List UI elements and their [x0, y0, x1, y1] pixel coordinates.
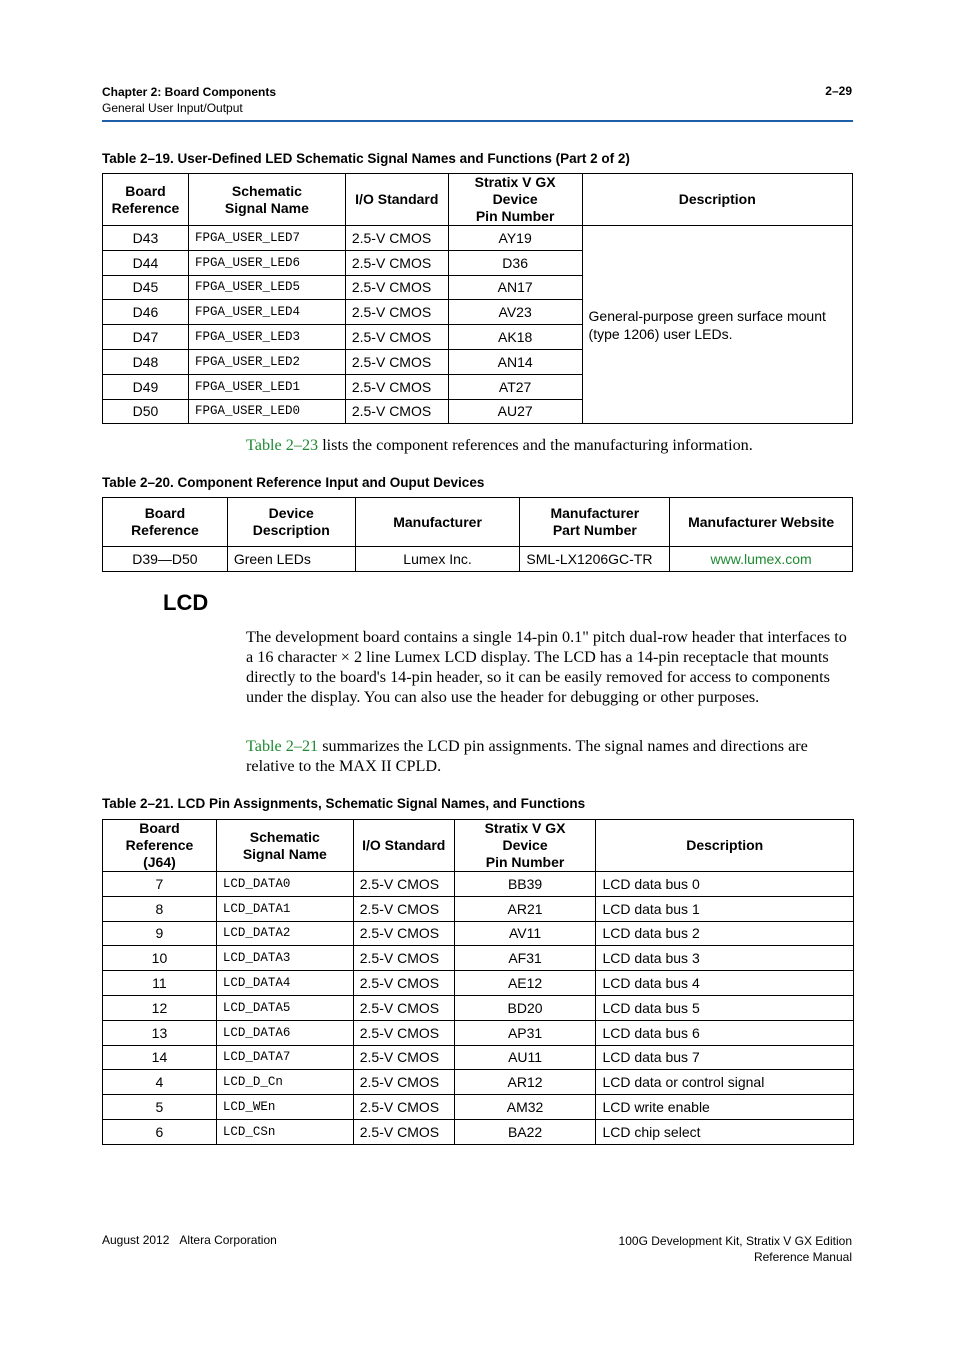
table21-cell: LCD_DATA6 [216, 1020, 353, 1045]
table19-header-text: Pin Number [475, 208, 555, 224]
table21-cell: AV11 [454, 921, 596, 946]
table21-cell: AU11 [454, 1045, 596, 1070]
lcd-paragraph-2 [246, 736, 856, 776]
table20-cell: D39—D50 [103, 547, 228, 572]
section-title: General User Input/Output [102, 101, 243, 115]
table-row [103, 921, 854, 946]
table20-header-text: Description [252, 522, 330, 538]
table-row [103, 896, 854, 921]
table21-cell: 9 [103, 921, 217, 946]
table19-header-cell [448, 174, 582, 226]
table21-cell: 5 [103, 1095, 217, 1120]
table19-cell: FPGA_USER_LED6 [188, 250, 345, 275]
table-row [103, 547, 853, 572]
table19-cell: D43 [103, 226, 189, 251]
table20-header-text: Manufacturer [550, 505, 640, 521]
table-row [103, 971, 854, 996]
table21-cell: LCD_DATA3 [216, 946, 353, 971]
table19-header-text: Board [125, 182, 166, 199]
table19-cell: 2.5-V CMOS [345, 300, 448, 325]
table19-cell: 2.5-V CMOS [345, 250, 448, 275]
table-row [103, 995, 854, 1020]
table19-cell: FPGA_USER_LED5 [188, 275, 345, 300]
table23-paragraph-text: lists the component references and the manufacturing information. [318, 436, 753, 454]
table19-cell: D49 [103, 374, 189, 399]
table21-cell: 2.5-V CMOS [353, 1045, 454, 1070]
table19-cell: D45 [103, 275, 189, 300]
table-row [103, 1045, 854, 1070]
table21-cell: 4 [103, 1070, 217, 1095]
table20-header-cell [520, 498, 670, 547]
table19-cell: 2.5-V CMOS [345, 325, 448, 350]
table21-header-text: Signal Name [242, 845, 327, 862]
table21-cell: 2.5-V CMOS [353, 896, 454, 921]
table-row [103, 872, 854, 897]
table21-cell: 2.5-V CMOS [353, 1119, 454, 1144]
table21-cell: 8 [103, 896, 217, 921]
table21-cell: 14 [103, 1045, 217, 1070]
table20-cell: SML-LX1206GC-TR [520, 547, 670, 572]
table21-link[interactable]: Table 2–21 [246, 737, 319, 755]
table21-cell: LCD_DATA2 [216, 921, 353, 946]
table20-header-text: Part Number [552, 522, 637, 538]
table19-cell: D48 [103, 349, 189, 374]
page-number: 2–29 [825, 84, 852, 98]
table21-header-text: Pin Number [485, 854, 565, 870]
footer-right [619, 1233, 852, 1265]
table20-header-cell [355, 498, 520, 547]
table19-header-text: Reference [111, 199, 180, 216]
footer-date: August 2012 [102, 1233, 170, 1247]
table21-cell: LCD_DATA7 [216, 1045, 353, 1070]
table21-cell: LCD_DATA0 [216, 872, 353, 897]
table21-cell: LCD_WEn [216, 1095, 353, 1120]
table21-cell: 2.5-V CMOS [353, 1070, 454, 1095]
table21-cell: AM32 [454, 1095, 596, 1120]
table21-cell: AR12 [454, 1070, 596, 1095]
table21-cell: 11 [103, 971, 217, 996]
table19-cell: D47 [103, 325, 189, 350]
table19-cell: FPGA_USER_LED0 [188, 399, 345, 424]
lcd-heading: LCD [163, 590, 209, 615]
lcd-paragraph-1: The development board contains a single 14-pin 0.1" pitch dual-row header that interfaces to a 16 character × 2 line Lumex LCD display. The LCD has a 14-pin receptacle that mounts directly to the board's 14-pin header, so it can be easily removed for access to components under the display. You can also use the header for debugging or other purposes. [246, 628, 847, 706]
footer-company: Altera Corporation [179, 1233, 277, 1247]
table19-cell: 2.5-V CMOS [345, 374, 448, 399]
table19-header-cell [103, 174, 189, 226]
table19-cell: D36 [448, 250, 582, 275]
table19-cell: FPGA_USER_LED4 [188, 300, 345, 325]
table19-header-text: I/O Standard [355, 191, 439, 207]
table21-header-row [103, 820, 854, 872]
table21-header-cell [103, 820, 217, 872]
table19-cell: AU27 [448, 399, 582, 424]
table20-header-cell [227, 498, 355, 547]
table21-cell: 2.5-V CMOS [353, 971, 454, 996]
table19-header-text: Schematic [231, 182, 302, 199]
table19-cell: D46 [103, 300, 189, 325]
table21-cell: LCD_DATA1 [216, 896, 353, 921]
table21-cell: 2.5-V CMOS [353, 1020, 454, 1045]
table20-header-text: Device [268, 505, 314, 521]
table19-cell: FPGA_USER_LED2 [188, 349, 345, 374]
manufacturer-website-link[interactable]: www.lumex.com [670, 547, 853, 572]
table21-cell: LCD data bus 3 [596, 946, 854, 971]
table20-header-cell [670, 498, 853, 547]
table19-header-text: Stratix V GX Device [474, 174, 556, 207]
table21-cell: LCD data bus 5 [596, 995, 854, 1020]
table19-cell: D44 [103, 250, 189, 275]
lcd-paragraph-2-text: summarizes the LCD pin assignments. The signal names and directions are relative to the MAX II CPLD. [246, 737, 808, 775]
table19-cell: AN14 [448, 349, 582, 374]
table21-cell: 2.5-V CMOS [353, 1095, 454, 1120]
table19-header-row [103, 174, 853, 226]
table21-cell: LCD_D_Cn [216, 1070, 353, 1095]
table20-cell: Lumex Inc. [355, 547, 520, 572]
running-header [102, 84, 276, 116]
table21-cell: LCD data bus 4 [596, 971, 854, 996]
table21-header-text: Schematic [249, 828, 320, 845]
table21-header-text: Reference (J64) [125, 837, 194, 870]
table-row [103, 946, 854, 971]
table19-header-cell [582, 174, 852, 226]
table19-header-text: Signal Name [224, 199, 309, 216]
table21-cell: LCD data bus 0 [596, 872, 854, 897]
table23-link[interactable]: Table 2–23 [246, 436, 319, 454]
table20-header-text: Manufacturer Website [688, 513, 835, 530]
header-rule [102, 120, 853, 122]
table21-cell: BB39 [454, 872, 596, 897]
table20-caption: Table 2–20. Component Reference Input and Ouput Devices [102, 475, 485, 490]
table21-cell: LCD data bus 6 [596, 1020, 854, 1045]
table21-cell: LCD data bus 1 [596, 896, 854, 921]
table19-cell: FPGA_USER_LED7 [188, 226, 345, 251]
table21-cell: LCD data bus 2 [596, 921, 854, 946]
table21-cell: BD20 [454, 995, 596, 1020]
table21-cell: LCD_DATA5 [216, 995, 353, 1020]
table20-header-row [103, 498, 853, 547]
table19-description: General-purpose green surface mount (type 1206) user LEDs. [582, 226, 852, 424]
table21-caption: Table 2–21. LCD Pin Assignments, Schematic Signal Names, and Functions [102, 796, 586, 811]
table21-cell: 2.5-V CMOS [353, 872, 454, 897]
table21-cell: 2.5-V CMOS [353, 995, 454, 1020]
table19-cell: 2.5-V CMOS [345, 399, 448, 424]
table20-header-text: Manufacturer [393, 513, 482, 530]
table19-cell: 2.5-V CMOS [345, 226, 448, 251]
table19-header-cell [188, 174, 345, 226]
table21-header-cell [596, 820, 854, 872]
table19-cell: AY19 [448, 226, 582, 251]
table-row [103, 1070, 854, 1095]
table19-cell: AK18 [448, 325, 582, 350]
table19-header-cell [345, 174, 448, 226]
table19-cell: AN17 [448, 275, 582, 300]
table21-header-cell [353, 820, 454, 872]
table20 [102, 497, 853, 572]
table21-cell: AF31 [454, 946, 596, 971]
table21-header-cell [216, 820, 353, 872]
table21-header-cell [454, 820, 596, 872]
footer-title-line1: 100G Development Kit, Stratix V GX Edition [618, 1234, 852, 1248]
table20-cell: Green LEDs [227, 547, 355, 572]
chapter-title: Chapter 2: Board Components [102, 85, 277, 99]
table21-header-text: I/O Standard [362, 837, 446, 853]
table19-cell: AV23 [448, 300, 582, 325]
table19-cell: D50 [103, 399, 189, 424]
table21-cell: 12 [103, 995, 217, 1020]
table-row [103, 1020, 854, 1045]
table21-cell: LCD chip select [596, 1119, 854, 1144]
table21-cell: LCD_DATA4 [216, 971, 353, 996]
table21-header-text: Description [686, 837, 764, 853]
table19-cell: AT27 [448, 374, 582, 399]
table-row [103, 1095, 854, 1120]
table21-cell: LCD_CSn [216, 1119, 353, 1144]
table19-cell: 2.5-V CMOS [345, 349, 448, 374]
table19-cell: FPGA_USER_LED3 [188, 325, 345, 350]
table21-cell: 2.5-V CMOS [353, 946, 454, 971]
table21-cell: LCD data bus 7 [596, 1045, 854, 1070]
footer-title-line2: Reference Manual [753, 1250, 852, 1264]
table21-cell: AP31 [454, 1020, 596, 1045]
table21-cell: AE12 [454, 971, 596, 996]
table21 [102, 819, 854, 1145]
table19-cell: FPGA_USER_LED1 [188, 374, 345, 399]
table21-cell: BA22 [454, 1119, 596, 1144]
table19 [102, 173, 853, 424]
table21-header-text: Stratix V GX Device [484, 820, 566, 853]
table20-header-text: Board Reference [131, 505, 199, 538]
table21-cell: 10 [103, 946, 217, 971]
table20-header-cell [103, 498, 228, 547]
table19-cell: 2.5-V CMOS [345, 275, 448, 300]
table21-cell: LCD write enable [596, 1095, 854, 1120]
footer-left [102, 1233, 277, 1247]
table21-cell: LCD data or control signal [596, 1070, 854, 1095]
table21-cell: 2.5-V CMOS [353, 921, 454, 946]
table21-cell: 7 [103, 872, 217, 897]
table19-caption: Table 2–19. User-Defined LED Schematic Signal Names and Functions (Part 2 of 2) [102, 151, 630, 166]
table23-reference-paragraph [246, 435, 856, 455]
table21-header-text: Board [139, 820, 180, 836]
table19-header-text: Description [678, 191, 756, 207]
table21-cell: 13 [103, 1020, 217, 1045]
table-row [103, 1119, 854, 1144]
table-row [103, 226, 853, 251]
table21-cell: 6 [103, 1119, 217, 1144]
table21-cell: AR21 [454, 896, 596, 921]
